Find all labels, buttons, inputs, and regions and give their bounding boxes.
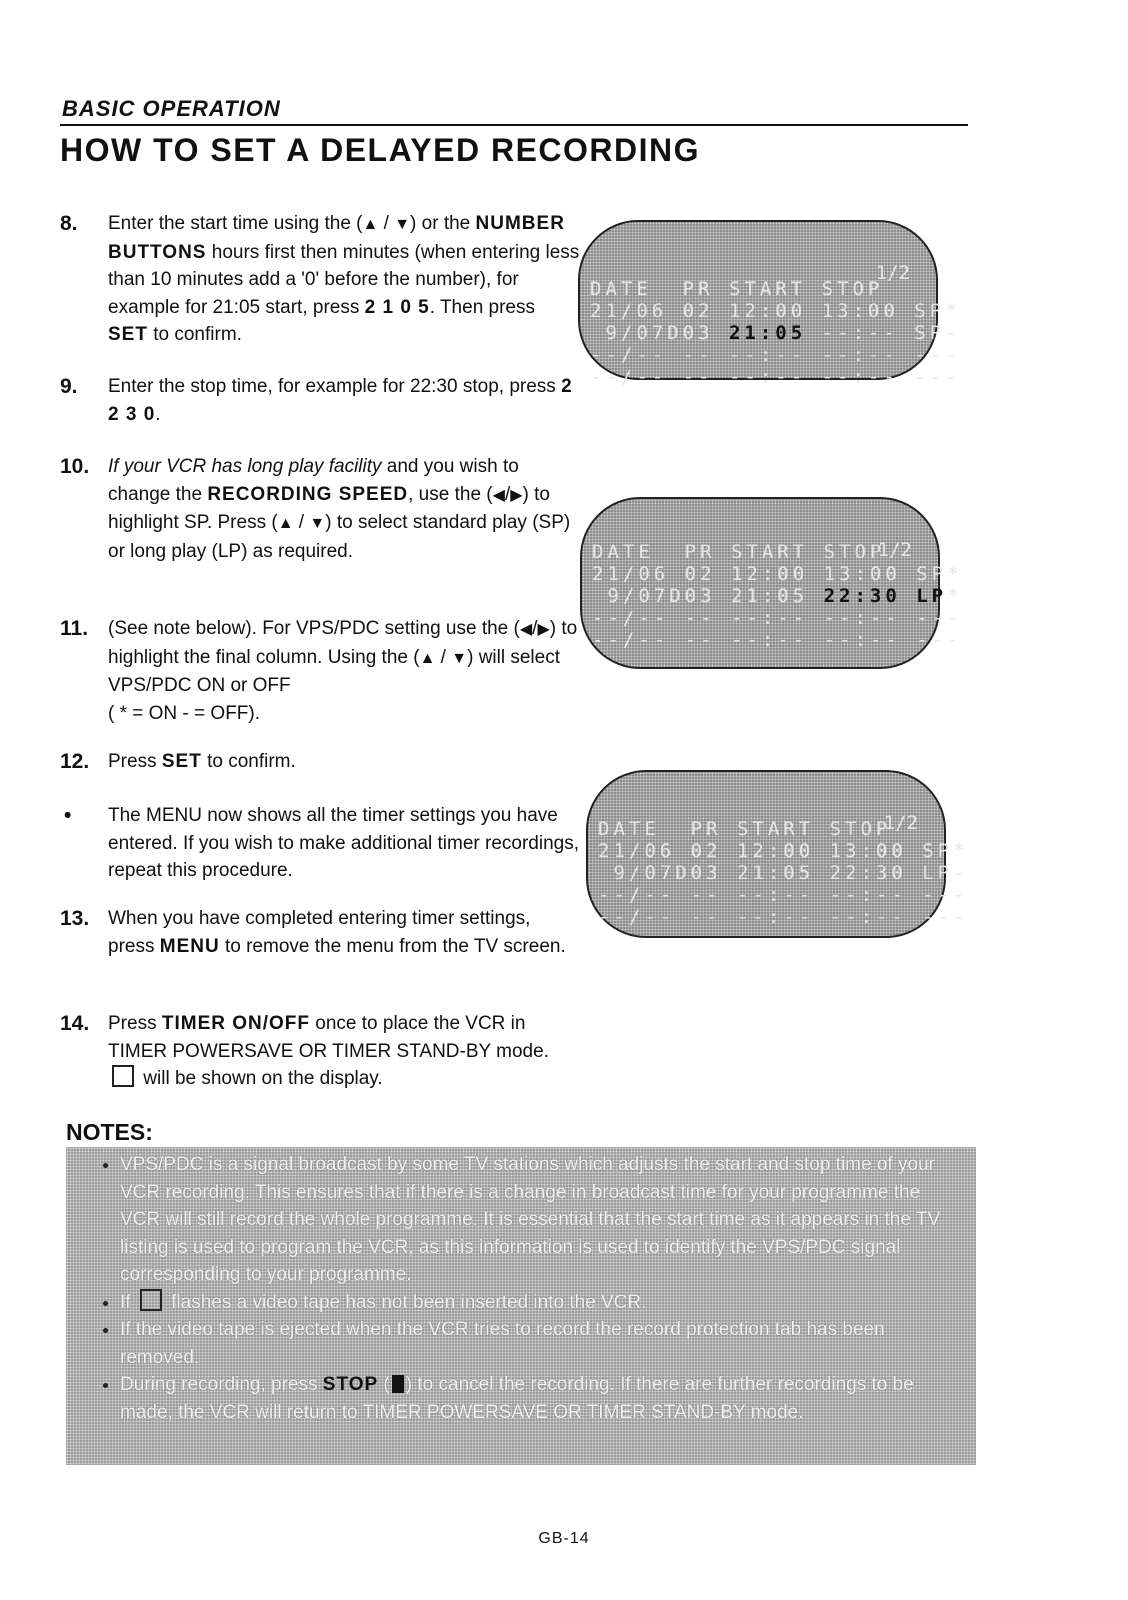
notes-box — [66, 1147, 976, 1465]
screen-page: 1/2 — [875, 262, 910, 284]
down-arrow-icon: ▼ — [309, 515, 326, 532]
header-rule — [60, 124, 968, 126]
tv-screen-stop-time — [580, 497, 963, 669]
step-number: 14. — [60, 1012, 90, 1035]
step-text: Enter the start time using the (▲ / ▼) or the NUMBER BUTTONS hours first then minutes (when entering less than 10 minutes add a '0' before the number), for example for 21:05 start, press 2 1 0 5. Then press SET to confirm. — [108, 213, 580, 345]
step-14 — [60, 1010, 580, 1093]
screen-row-1: 21/06 02 12:00 13:00 SP* — [598, 840, 969, 862]
step-11 — [60, 615, 580, 727]
timer-icon — [140, 1289, 162, 1311]
tv-screen-start-time — [578, 220, 961, 388]
page-title: HOW TO SET A DELAYED RECORDING — [60, 132, 701, 168]
notes-title: NOTES: — [66, 1119, 153, 1145]
left-arrow-icon: ◀ — [492, 486, 505, 504]
down-arrow-icon: ▼ — [451, 649, 468, 667]
down-arrow-icon: ▼ — [394, 216, 411, 233]
step-number: 10. — [60, 455, 90, 478]
screen-row-1: 21/06 02 12:00 13:00 SP* — [590, 300, 961, 322]
set-button-label: SET — [161, 751, 202, 772]
screen-row-4: --/-- -- --:-- --:-- --- — [590, 366, 961, 388]
step-text: (See note below). For VPS/PDC setting use the (◀/▶) to highlight the final column. Using the (▲ / ▼) will select VPS/PDC ON or OFF ( * = ON - = OFF). — [108, 618, 578, 724]
stop-button-label: STOP — [322, 1374, 379, 1395]
step-text: If your VCR has long play facility and you wish to change the RECORDING SPEED, use the (◀/▶) to highlight SP. Press (▲ / ▼) to select standard play (SP) or long play (LP) as required. — [108, 456, 571, 562]
step-text: The MENU now shows all the timer settings you have entered. If you wish to make additional timer recordings, repeat this procedure. — [108, 805, 580, 881]
right-arrow-icon: ▶ — [537, 621, 550, 638]
key-sequence: 2 1 0 5 — [364, 296, 430, 318]
step-8 — [60, 210, 580, 349]
screen-header-row: DATE PR START STOP — [590, 278, 884, 300]
set-button-label: SET — [108, 324, 148, 345]
up-arrow-icon: ▲ — [362, 216, 379, 233]
recording-speed-label: RECORDING SPEED — [207, 483, 409, 505]
note-stop-recording: • During recording, press STOP ( ) to cancel the recording. If there are further recordings to be made, the VCR will return to TIMER POWERSAVE OR TIMER STAND-BY mode. — [120, 1371, 956, 1426]
screen-page: 1/2 — [883, 812, 918, 834]
page-number: GB-14 — [538, 1530, 590, 1547]
note-vps-pdc: • VPS/PDC is a signal broadcast by some TV stations which adjusts the start and stop time of your VCR recording. This ensures that if there is a change in broadcast time for your programme the VCR will still record the whole programme. It is essential that the start time as it appears in the TV listing is used to program the VCR, as this information is used to identify the VPS/PDC signal corresponding to your programme. — [120, 1151, 956, 1289]
up-arrow-icon: ▲ — [277, 515, 294, 532]
bullet-mark: • — [64, 804, 72, 827]
step-text: Press SET to confirm. — [108, 751, 296, 772]
tv-screen-confirmed — [586, 770, 969, 938]
screen-header-row: DATE PR START STOP — [598, 818, 892, 840]
step-9 — [60, 373, 580, 428]
timer-onoff-label: TIMER ON/OFF — [161, 1013, 311, 1034]
up-arrow-icon: ▲ — [419, 649, 436, 667]
step-number: 13. — [60, 907, 90, 930]
screen-row-1: 21/06 02 12:00 13:00 SP* — [592, 563, 963, 585]
note-flashing-icon: • If flashes a video tape has not been inserted into the VCR. — [120, 1289, 956, 1317]
screen-row-4: --/-- -- --:-- --:-- --- — [592, 629, 963, 651]
step-text: Press TIMER ON/OFF once to place the VCR in TIMER POWERSAVE OR TIMER STAND-BY mode. will be shown on the display. — [108, 1013, 549, 1089]
left-arrow-icon: ◀ — [519, 621, 533, 638]
timer-icon — [112, 1065, 134, 1087]
right-arrow-icon: ▶ — [510, 486, 523, 504]
step-13 — [60, 905, 580, 960]
highlighted-start-time: 21:05 — [728, 322, 807, 344]
screen-row-2: 9/07D03 21:05 22:30 LP- — [598, 862, 969, 884]
step-10 — [60, 453, 580, 565]
screen-row-3: --/-- -- --:-- --:-- --- — [590, 344, 961, 366]
screen-row-3: --/-- -- --:-- --:-- --- — [598, 884, 969, 906]
highlighted-stop-time: 22:30 LP — [823, 585, 948, 607]
note-tape-ejected: • If the video tape is ejected when the VCR tries to record the record protection tab has been removed. — [120, 1316, 956, 1371]
step-text: Enter the stop time, for example for 22:30 stop, press 2 2 3 0. — [108, 376, 573, 425]
step-text: When you have completed entering timer settings, press MENU to remove the menu from the TV screen. — [108, 908, 566, 957]
step-number: 8. — [60, 212, 78, 235]
step-12 — [60, 748, 580, 776]
notes-list — [66, 1147, 976, 1426]
step-number: 9. — [60, 375, 78, 398]
screen-row-4: --/-- -- --:-- --:-- --- — [598, 906, 969, 928]
screen-row-2: 9/07D03 21:05 22:30 LP* — [592, 585, 963, 607]
step-number: 12. — [60, 750, 90, 773]
screen-row-3: --/-- -- --:-- --:-- --- — [592, 607, 963, 629]
key-sequence: 2 2 3 0 — [108, 376, 573, 425]
screen-row-2: 9/07D03 21:05 --:-- SP- — [590, 322, 961, 344]
stop-icon — [392, 1375, 404, 1393]
step-number: 11. — [60, 617, 89, 640]
menu-info-bullet — [60, 802, 580, 885]
screen-page: 1/2 — [877, 539, 912, 561]
menu-button-label: MENU — [159, 935, 220, 957]
section-label: BASIC OPERATION — [62, 96, 281, 121]
screen-header-row: DATE PR START STOP — [592, 541, 886, 563]
number-buttons-label: NUMBER BUTTONS — [108, 213, 565, 263]
